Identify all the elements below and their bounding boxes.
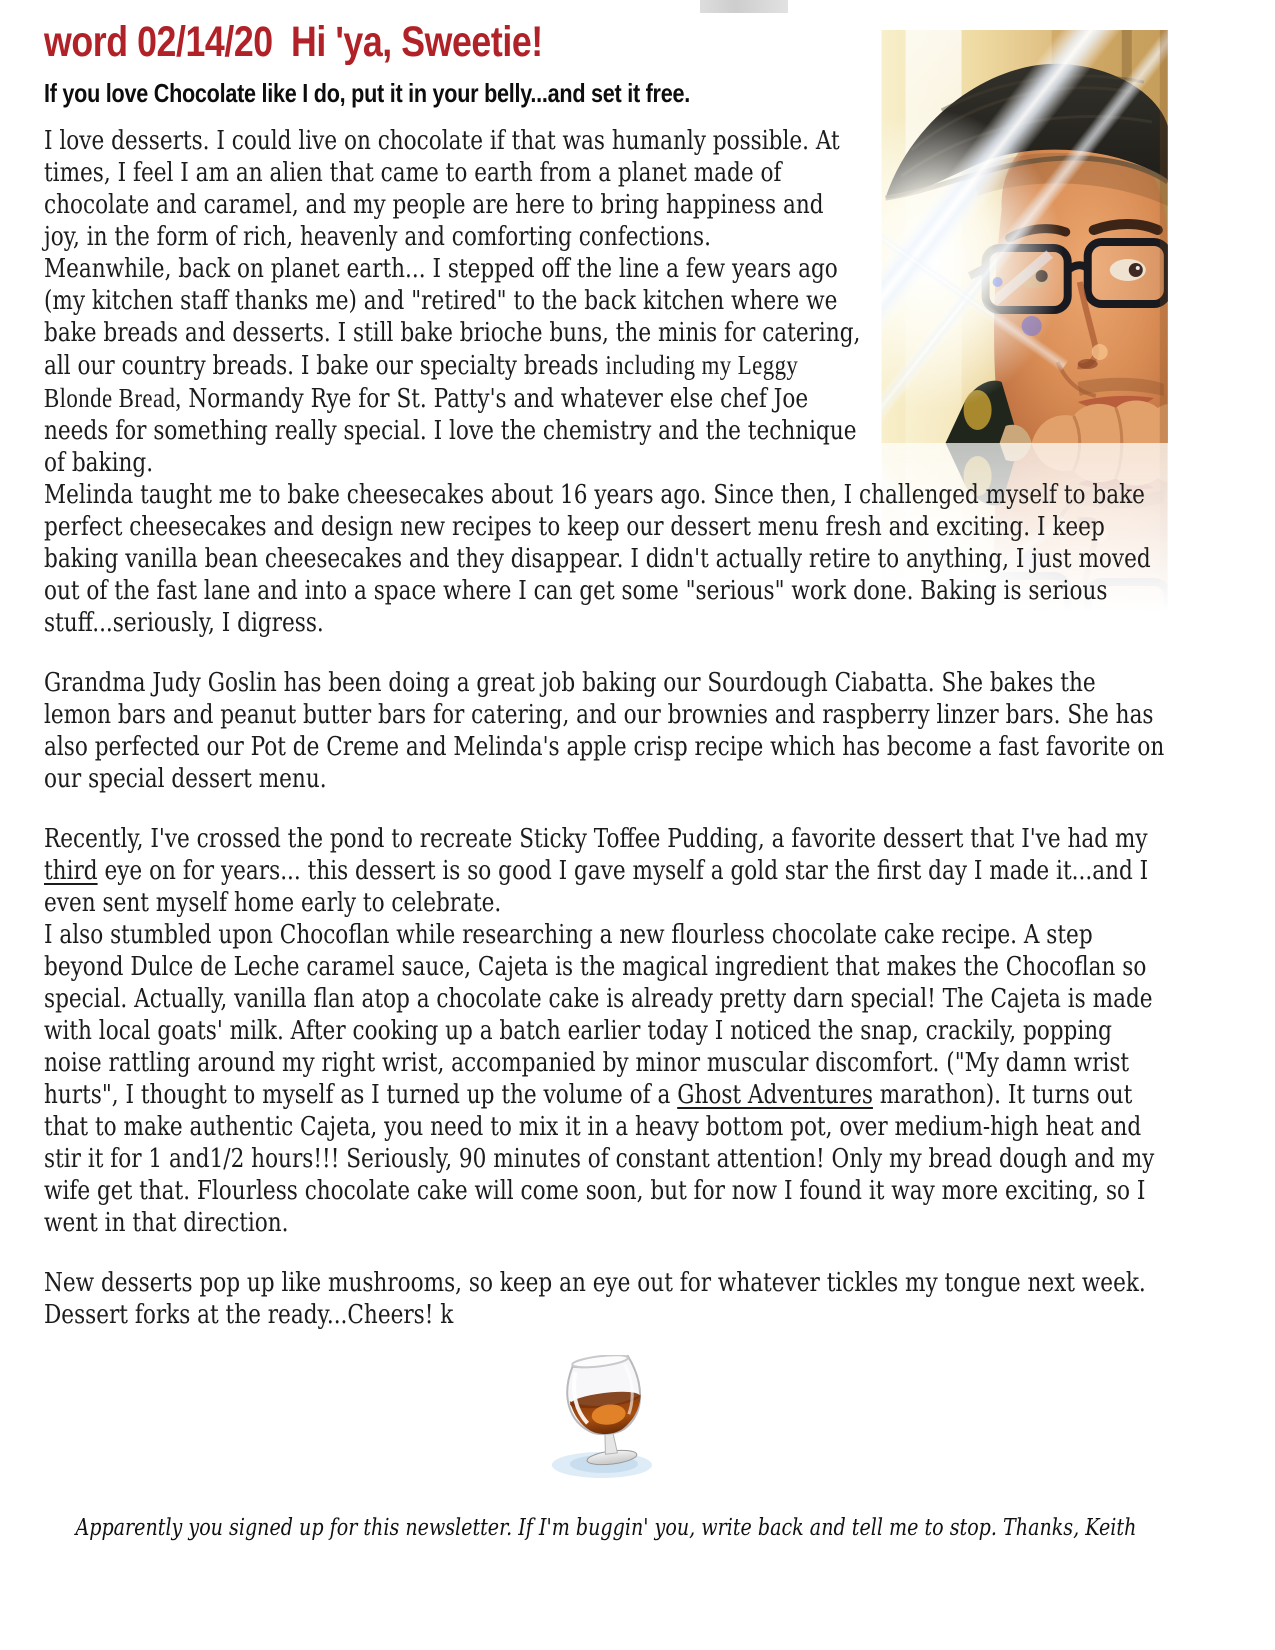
paragraph: Meanwhile, back on planet earth... I stepped off the line a few years ago (my kitchen staff thanks me) and "retired" to the back kitchen where we bake breads and desserts. I still bake brioche buns, the minis for catering, all our country breads. I bake our specialty breads including my Leggy Blonde Bread, Normandy Rye for St. Patty's and whatever else chef Joe needs for something really special. I love the chemistry and the technique of baking. [44,254,861,479]
glass-wrap [44,1355,1168,1485]
paragraph: Recently, I've crossed the pond to recreate Sticky Toffee Pudding, a favorite dessert that I've had my third eye on for years... this dessert is so good I gave myself a gold star the first day I made it...and I even sent myself home early to celebrate. [44,824,1149,919]
newsletter-subtitle: If you love Chocolate like I do, put it in your belly...and set it free. [44,78,690,109]
underlined-text: third [44,856,98,887]
title-greeting: Hi 'ya, Sweetie! [290,18,543,66]
brandy-snifter-icon [548,1355,664,1481]
paragraph: Grandma Judy Goslin has been doing a great job baking our Sourdough Ciabatta. She bakes the lemon bars and peanut butter bars for catering, and our brownies and raspberry linzer bars. She has also perfected our Pot de Creme and Melinda's apple crisp recipe which has become a fast favorite on our special dessert menu. [44,668,1165,795]
body-copy [44,125,1168,1331]
paragraph: New desserts pop up like mushrooms, so keep an eye out for whatever tickles my tongue next week. Dessert forks at the ready...Cheers! k [44,1268,1146,1331]
paragraph: Melinda taught me to bake cheesecakes about 16 years ago. Since then, I challenged myself to bake perfect cheesecakes and design new recipes to keep our dessert menu fresh and exciting. I keep baking vanilla bean cheesecakes and they disappear. I didn't actually retire to anything, I just moved out of the fast lane and into a space where I can get some "serious" work done. Baking is serious stuff...seriously, I digress. [44,480,1151,639]
alt-font-text: including my Leggy Blonde Bread, [44,349,799,414]
title-date: word 02/14/20 [44,18,273,66]
newsletter-title [44,18,857,66]
underlined-text: Ghost Adventures [677,1080,873,1111]
content [44,0,1168,1541]
paragraph: I also stumbled upon Chocoflan while researching a new flourless chocolate cake recipe. A step beyond Dulce de Leche caramel sauce, Cajeta is the magical ingredient that makes the Chocoflan so special. Actually, vanilla flan atop a chocolate cake is already pretty darn special! The Cajeta is made with local goats' milk. After cooking up a batch earlier today I noticed the snap, crackily, popping noise rattling around my right wrist, accompanied by minor muscular discomfort. ("My damn wrist hurts", I thought to myself as I turned up the volume of a Ghost Adventures marathon). It turns out that to make authentic Cajeta, you need to mix it in a heavy bottom pot, over medium-high heat and stir it for 1 and1/2 hours!!! Seriously, 90 minutes of constant attention! Only my bread dough and my wife get that. Flourless chocolate cake will come soon, but for now I found it way more exciting, so I went in that direction. [44,920,1155,1239]
paragraph: I love desserts. I could live on chocolate if that was humanly possible. At times, I feel I am an alien that came to earth from a planet made of chocolate and caramel, and my people are here to bring happiness and joy, in the form of rich, heavenly and comforting confections. [44,126,840,253]
footer-note: Apparently you signed up for this newsletter. If I'm buggin' you, write back and tell me to stop. Thanks, Keith [75,1515,1137,1542]
